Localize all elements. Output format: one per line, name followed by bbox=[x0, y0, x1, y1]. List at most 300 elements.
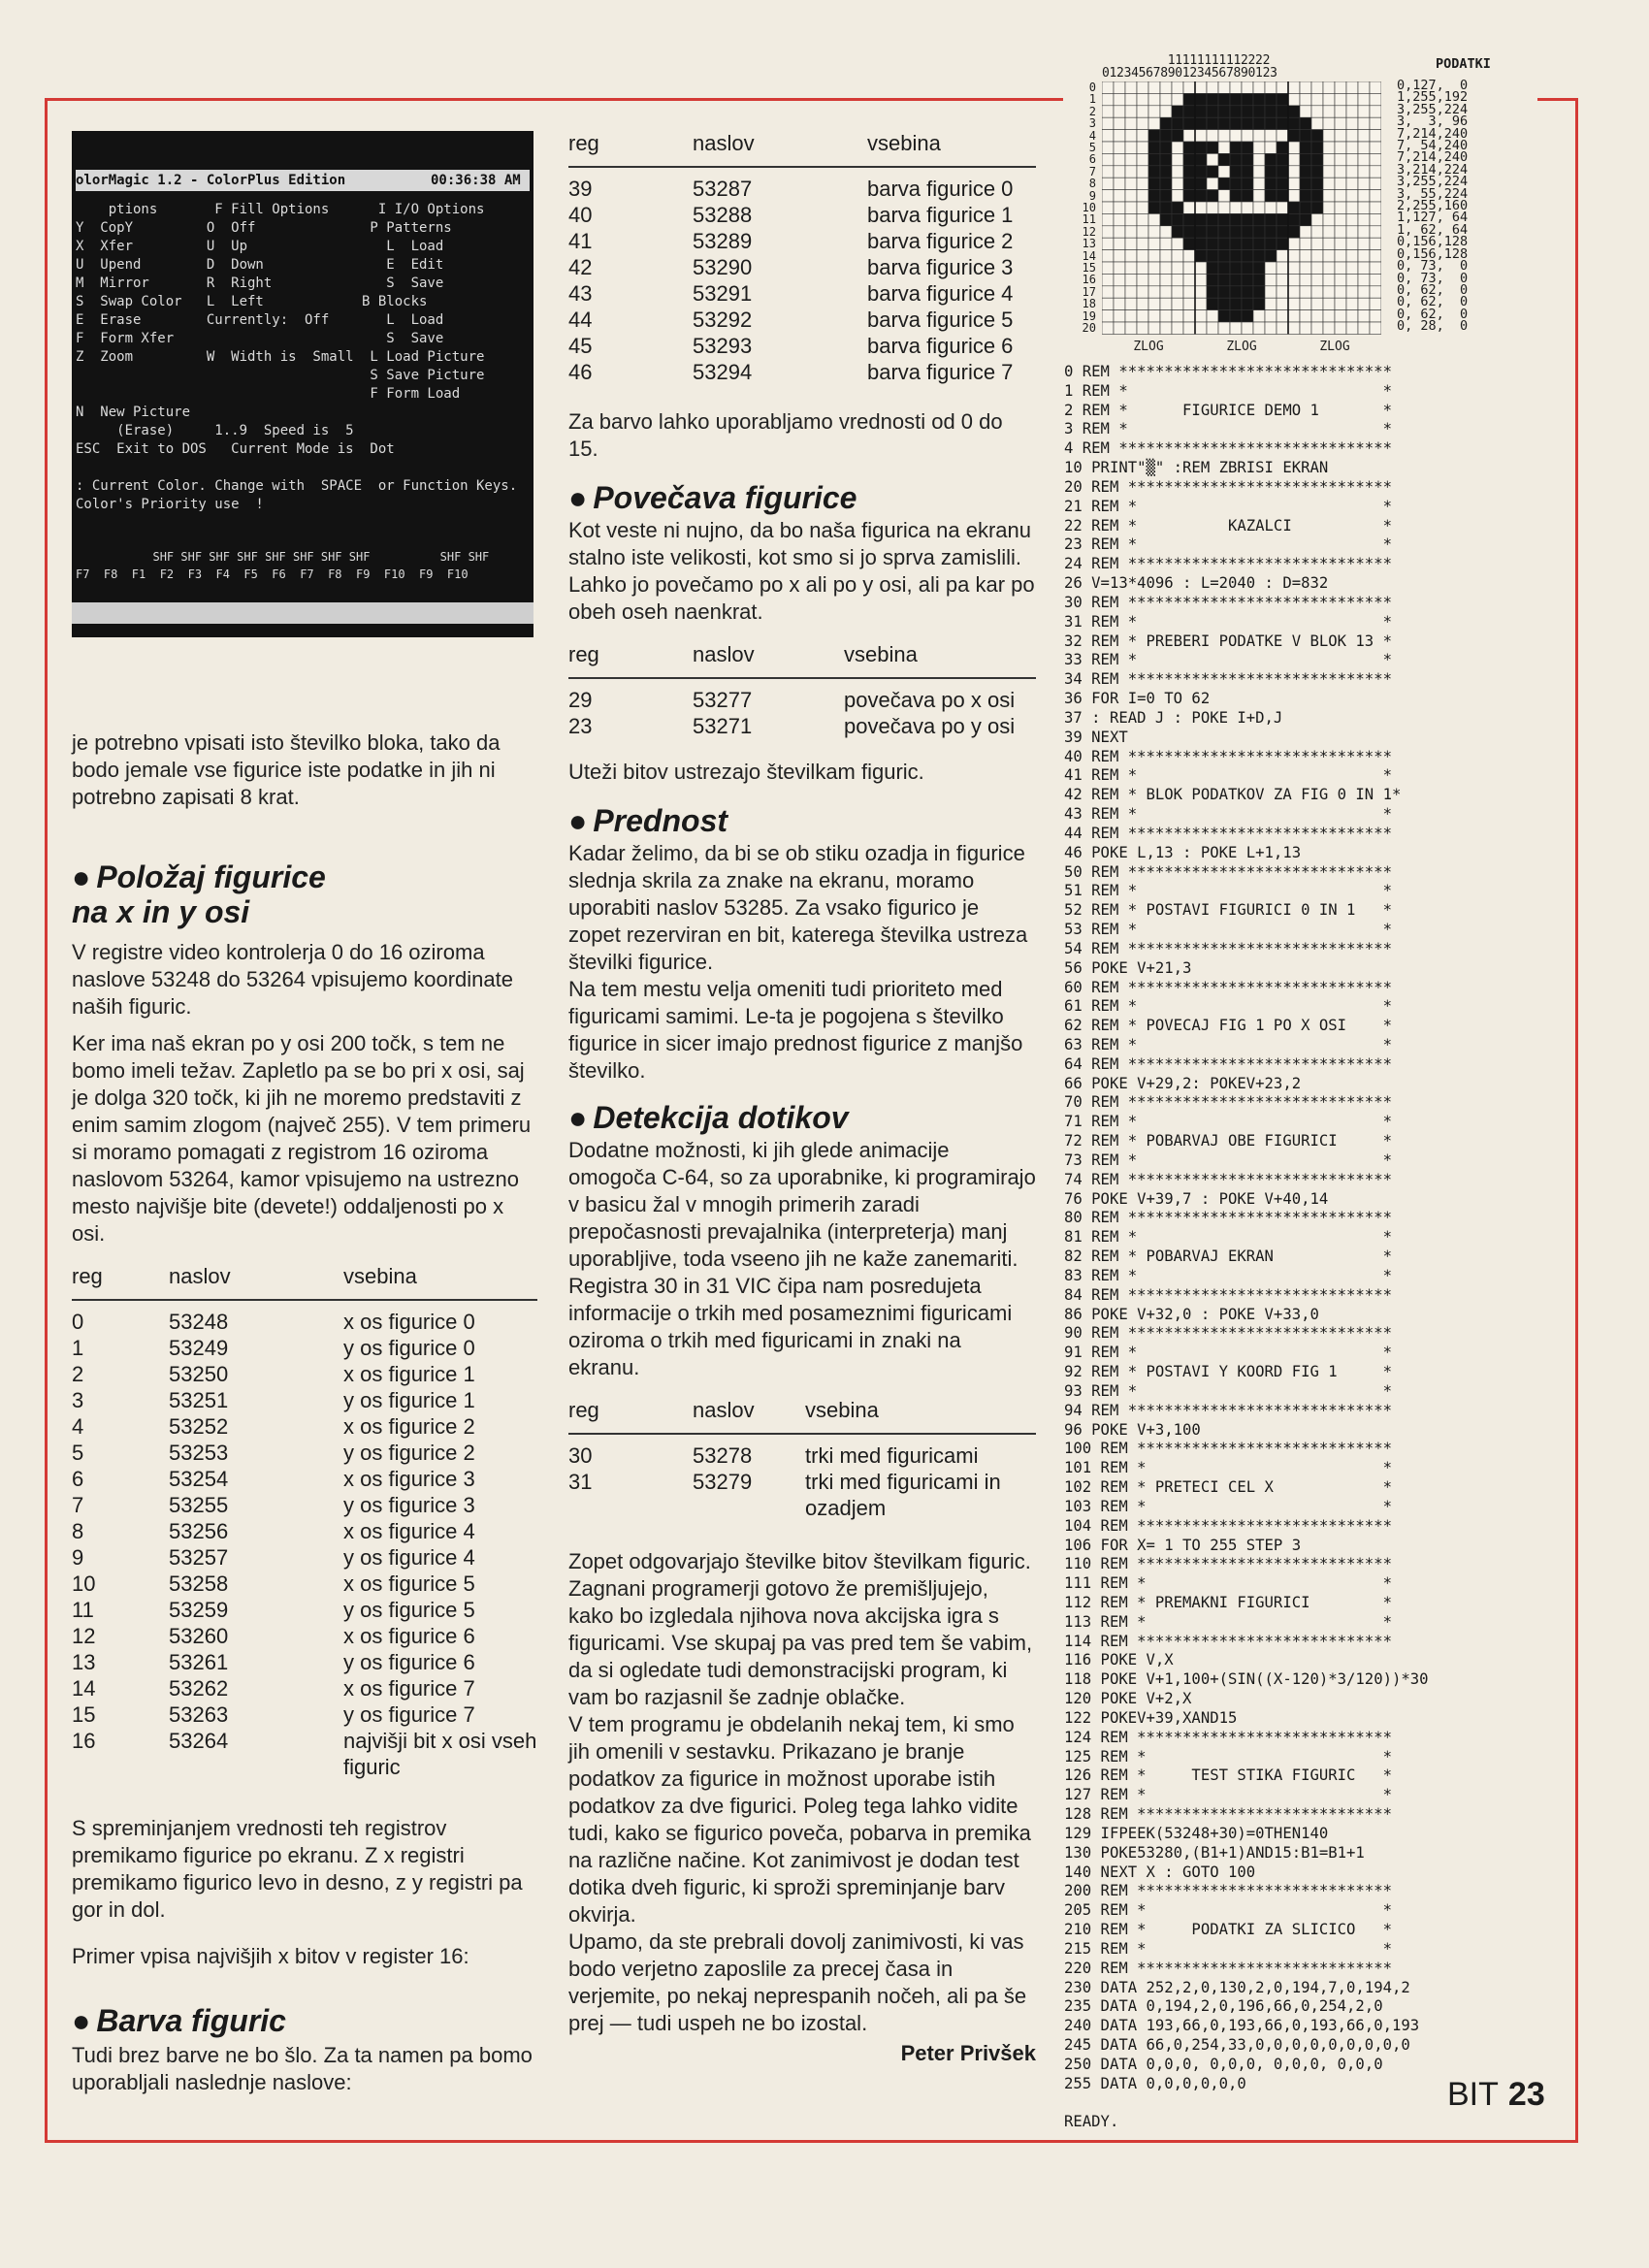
page-number: 23 bbox=[1507, 2076, 1545, 2113]
sprite-pixel bbox=[1323, 298, 1335, 309]
grid-row-number: 8 bbox=[1088, 177, 1096, 191]
screenshot-line: U Upend D Down E Edit bbox=[76, 257, 444, 273]
sprite-pixel bbox=[1242, 213, 1253, 225]
table-cell: y os figurice 4 bbox=[343, 1545, 475, 1570]
grid-row-number: 11 bbox=[1082, 212, 1096, 227]
end-paragraph-3: V tem programu je obdelanih nekaj tem, ki smo jih omenili v sestavku. Prikazano je branje podatkov za figurice in možnost uporabe istih podatkov za dve figurici. Poleg tega lahko vidite tudi, kako se figurico poveča, pobarva in premika na različne načine. Kot zanimivost je dodan test dotika dveh figuric, ki sproži spreminjanje barv okvirja. bbox=[568, 1712, 1031, 1927]
sprite-pixel bbox=[1335, 238, 1346, 249]
podatki-line: 3,255,224 bbox=[1397, 101, 1469, 117]
code-line: 4 REM ****************************** bbox=[1064, 439, 1392, 458]
sprite-pixel bbox=[1335, 202, 1346, 213]
sprite-pixel bbox=[1218, 106, 1230, 117]
sprite-pixel bbox=[1114, 93, 1125, 105]
table-cell: x os figurice 5 bbox=[343, 1571, 475, 1596]
sprite-pixel bbox=[1148, 286, 1160, 298]
table-cell: 12 bbox=[72, 1624, 96, 1648]
table-cell: y os figurice 6 bbox=[343, 1650, 475, 1674]
code-line: 20 REM ***************************** bbox=[1064, 477, 1392, 496]
sprite-pixel bbox=[1114, 153, 1125, 165]
sprite-pixel bbox=[1148, 153, 1160, 165]
grid-row-number: 6 bbox=[1088, 152, 1096, 167]
sprite-pixel bbox=[1311, 93, 1323, 105]
table-row bbox=[568, 202, 1036, 228]
sprite-pixel bbox=[1323, 238, 1335, 249]
table-row bbox=[568, 280, 1036, 307]
sprite-pixel bbox=[1137, 262, 1148, 274]
sprite-pixel bbox=[1207, 250, 1218, 262]
sprite-pixel bbox=[1253, 238, 1265, 249]
table-cell: y os figurice 3 bbox=[343, 1493, 475, 1517]
sprite-pixel bbox=[1311, 106, 1323, 117]
screenshot-line: : Current Color. Change with SPACE or Function Keys. bbox=[76, 478, 518, 494]
sprite-pixel bbox=[1358, 106, 1370, 117]
column-header: reg bbox=[568, 126, 693, 167]
collision-paragraph-1: Dodatne možnosti, ki jih glede animacije omogoča C-64, so za uporabnike, ki programirajo v basicu žal v mnogih primerih zaradi prepočasnosti prevajalnika (interpreterja) manj uporabljive, toda vseeno jih ne kaže zanemariti. bbox=[568, 1138, 1036, 1271]
sprite-pixel bbox=[1160, 117, 1172, 129]
podatki-line: 0, 62, 0 bbox=[1397, 281, 1469, 298]
sprite-pixel bbox=[1323, 117, 1335, 129]
sprite-pixel bbox=[1183, 226, 1195, 238]
sprite-pixel bbox=[1137, 213, 1148, 225]
code-line: 230 DATA 252,2,0,130,2,0,194,7,0,194,2 bbox=[1064, 1978, 1410, 1996]
sprite-pixel bbox=[1370, 106, 1381, 117]
code-line: 240 DATA 193,66,0,193,66,0,193,66,0,193 bbox=[1064, 2017, 1420, 2035]
sprite-grid bbox=[1102, 81, 1381, 336]
table-row bbox=[72, 1675, 537, 1701]
podatki-values bbox=[1397, 80, 1468, 333]
screenshot-line: M Mirror R Right S Save bbox=[76, 275, 444, 291]
sprite-pixel bbox=[1358, 310, 1370, 322]
screenshot-line: S Save Picture bbox=[76, 368, 485, 383]
sprite-pixel bbox=[1148, 81, 1160, 93]
screenshot-menu-lines bbox=[76, 201, 517, 514]
sprite-pixel bbox=[1218, 130, 1230, 142]
podatki-line: 3, 3, 96 bbox=[1397, 113, 1469, 130]
code-line: 114 REM **************************** bbox=[1064, 1632, 1392, 1650]
sprite-pixel bbox=[1265, 286, 1277, 298]
podatki-line: 0,156,128 bbox=[1397, 245, 1469, 262]
sprite-pixel bbox=[1230, 250, 1242, 262]
podatki-line: 0, 73, 0 bbox=[1397, 258, 1469, 275]
page-footer bbox=[1447, 2076, 1545, 2114]
sprite-pixel bbox=[1172, 213, 1183, 225]
table-cell: 6 bbox=[72, 1467, 84, 1491]
sprite-pixel bbox=[1114, 286, 1125, 298]
grid-row-number: 13 bbox=[1082, 237, 1096, 251]
sprite-pixel bbox=[1311, 81, 1323, 93]
sprite-pixel bbox=[1335, 142, 1346, 153]
sprite-pixel bbox=[1195, 142, 1207, 153]
table-cell: 53251 bbox=[169, 1388, 229, 1412]
sprite-pixel bbox=[1207, 81, 1218, 93]
code-line: 140 NEXT X : GOTO 100 bbox=[1064, 1863, 1256, 1881]
table-cell: 11 bbox=[72, 1598, 94, 1622]
sprite-pixel bbox=[1137, 238, 1148, 249]
sprite-pixel bbox=[1358, 190, 1370, 202]
code-line: 0 REM ****************************** bbox=[1064, 363, 1392, 380]
sprite-pixel bbox=[1242, 286, 1253, 298]
sprite-pixel bbox=[1300, 166, 1311, 178]
sprite-pixel bbox=[1370, 178, 1381, 189]
sprite-pixel bbox=[1230, 298, 1242, 309]
table-row bbox=[72, 1623, 537, 1649]
code-line: 34 REM ***************************** bbox=[1064, 670, 1392, 689]
sprite-pixel bbox=[1137, 250, 1148, 262]
table-cell: y os figurice 2 bbox=[343, 1441, 475, 1465]
code-line: 33 REM * * bbox=[1064, 651, 1392, 669]
sprite-pixel bbox=[1172, 93, 1183, 105]
sprite-pixel bbox=[1148, 274, 1160, 285]
table-row bbox=[568, 167, 1036, 202]
sprite-pixel bbox=[1311, 298, 1323, 309]
podatki-line: 0,156,128 bbox=[1397, 234, 1469, 250]
sprite-pixel bbox=[1230, 226, 1242, 238]
code-line: 62 REM * POVECAJ FIG 1 PO X OSI * bbox=[1064, 1017, 1392, 1035]
sprite-pixel bbox=[1218, 81, 1230, 93]
sprite-pixel bbox=[1114, 238, 1125, 249]
sprite-pixel bbox=[1102, 262, 1114, 274]
table-cell: barva figurice 4 bbox=[867, 281, 1014, 306]
column-header: reg bbox=[72, 1259, 169, 1300]
sprite-pixel bbox=[1323, 250, 1335, 262]
screenshot-fkeys: F7 F8 F1 F2 F3 F4 F5 F6 F7 F8 F9 F10 F9 F10 bbox=[76, 567, 469, 581]
sprite-pixel bbox=[1277, 178, 1288, 189]
sprite-pixel bbox=[1335, 213, 1346, 225]
sprite-pixel bbox=[1265, 202, 1277, 213]
sprite-pixel bbox=[1160, 153, 1172, 165]
table-cell: povečava po y osi bbox=[844, 714, 1016, 738]
sprite-pixel bbox=[1323, 81, 1335, 93]
screenshot-line: F Form Xfer S Save bbox=[76, 331, 444, 346]
sprite-pixel bbox=[1102, 202, 1114, 213]
sprite-pixel bbox=[1300, 298, 1311, 309]
screenshot-line bbox=[76, 459, 517, 477]
code-line: 94 REM ***************************** bbox=[1064, 1401, 1392, 1419]
sprite-pixel bbox=[1358, 93, 1370, 105]
grid-row-number: 10 bbox=[1082, 201, 1096, 214]
zoom-register-table bbox=[568, 637, 1036, 739]
grid-row-number: 20 bbox=[1082, 321, 1096, 335]
sprite-pixel bbox=[1253, 106, 1265, 117]
sprite-pixel bbox=[1160, 238, 1172, 249]
sprite-pixel bbox=[1253, 178, 1265, 189]
sprite-pixel bbox=[1183, 286, 1195, 298]
sprite-pixel bbox=[1346, 178, 1358, 189]
sprite-pixel bbox=[1137, 202, 1148, 213]
sprite-pixel bbox=[1277, 166, 1288, 178]
sprite-pixel bbox=[1346, 226, 1358, 238]
sprite-pixel bbox=[1207, 213, 1218, 225]
sprite-pixel bbox=[1300, 226, 1311, 238]
grid-row-number: 3 bbox=[1088, 116, 1096, 131]
table-cell: 31 bbox=[568, 1470, 593, 1494]
sprite-pixel bbox=[1288, 298, 1300, 309]
code-line: 46 POKE L,13 : POKE L+1,13 bbox=[1064, 843, 1302, 861]
sprite-pixel bbox=[1265, 166, 1277, 178]
sprite-pixel bbox=[1207, 93, 1218, 105]
table-cell: 53258 bbox=[169, 1571, 229, 1596]
sprite-pixel bbox=[1323, 310, 1335, 322]
sprite-pixel bbox=[1207, 226, 1218, 238]
sprite-pixel bbox=[1230, 166, 1242, 178]
code-line: 118 POKE V+1,100+(SIN((X-120)*3/120))*30 bbox=[1064, 1670, 1429, 1689]
sprite-pixel bbox=[1277, 310, 1288, 322]
sprite-pixel bbox=[1195, 226, 1207, 238]
sprite-pixel bbox=[1102, 153, 1114, 165]
code-line: 255 DATA 0,0,0,0,0,0 bbox=[1064, 2074, 1246, 2092]
sprite-pixel bbox=[1300, 81, 1311, 93]
sprite-pixel bbox=[1300, 178, 1311, 189]
table-cell: 53249 bbox=[169, 1336, 229, 1360]
column-header: vsebina bbox=[343, 1259, 537, 1300]
sprite-pixel bbox=[1207, 106, 1218, 117]
code-line: 81 REM * * bbox=[1064, 1228, 1392, 1247]
sprite-pixel bbox=[1242, 202, 1253, 213]
code-line: 126 REM * TEST STIKA FIGURIC * bbox=[1064, 1766, 1392, 1785]
code-line: 245 DATA 66,0,254,33,0,0,0,0,0,0,0,0,0 bbox=[1064, 2036, 1410, 2055]
table-row bbox=[72, 1544, 537, 1571]
podatki-line: 0, 62, 0 bbox=[1397, 294, 1469, 310]
sprite-pixel bbox=[1195, 238, 1207, 249]
sprite-pixel bbox=[1265, 190, 1277, 202]
sprite-pixel bbox=[1265, 106, 1277, 117]
sprite-pixel bbox=[1253, 213, 1265, 225]
code-line: 72 REM * POBARVAJ OBE FIGURICI * bbox=[1064, 1132, 1392, 1150]
end-paragraph-4: Upamo, da ste prebrali dovolj zanimivosti, ki vas bodo verjetno zaposlile za precej časa in verjemite, po nekaj neprespanih nočeh, ali pa še prej — tudi uspeh ne bo izostal. bbox=[568, 1929, 1027, 2035]
column-header: vsebina bbox=[805, 1393, 1036, 1434]
program-screenshot bbox=[72, 131, 534, 637]
table-row bbox=[72, 1361, 537, 1387]
sprite-pixel bbox=[1265, 178, 1277, 189]
code-line: 71 REM * * bbox=[1064, 1113, 1392, 1131]
sprite-pixel bbox=[1370, 153, 1381, 165]
table-row bbox=[72, 1300, 537, 1335]
sprite-pixel bbox=[1277, 106, 1288, 117]
sprite-pixel bbox=[1160, 274, 1172, 285]
code-line: 21 REM * * bbox=[1064, 497, 1392, 515]
screenshot-line: S Swap Color L Left B Blocks bbox=[76, 294, 428, 309]
after-table-paragraph-2: Primer vpisa najvišjih x bitov v register 16: bbox=[72, 1944, 469, 1968]
table-row bbox=[72, 1701, 537, 1728]
sprite-pixel bbox=[1242, 93, 1253, 105]
column-header: reg bbox=[568, 637, 693, 678]
sprite-pixel bbox=[1277, 202, 1288, 213]
sprite-pixel bbox=[1323, 226, 1335, 238]
sprite-pixel bbox=[1148, 117, 1160, 129]
sprite-pixel bbox=[1253, 93, 1265, 105]
grid-row-number: 4 bbox=[1088, 128, 1096, 143]
code-line: 37 : READ J : POKE I+D,J bbox=[1064, 708, 1283, 727]
code-line: 125 REM * * bbox=[1064, 1747, 1392, 1766]
screenshot-line: X Xfer U Up L Load bbox=[76, 239, 444, 254]
sprite-pixel bbox=[1218, 274, 1230, 285]
sprite-pixel bbox=[1311, 226, 1323, 238]
sprite-pixel bbox=[1218, 322, 1230, 334]
sprite-pixel bbox=[1137, 153, 1148, 165]
frame-left-line bbox=[45, 98, 48, 2143]
sprite-pixel bbox=[1230, 142, 1242, 153]
screenshot-line: F Form Load bbox=[76, 386, 461, 402]
sprite-pixel bbox=[1172, 190, 1183, 202]
sprite-pixel bbox=[1125, 238, 1137, 249]
sprite-pixel bbox=[1218, 202, 1230, 213]
screenshot-line: Y CopY O Off P Patterns bbox=[76, 220, 452, 236]
sprite-pixel bbox=[1125, 130, 1137, 142]
sprite-pixel bbox=[1195, 262, 1207, 274]
position-paragraph-2: Ker ima naš ekran po y osi 200 točk, s tem ne bomo imeli težav. Zapletlo pa se bo pri x osi, saj je dolga 320 točk, ki jih ne moremo predstaviti z enim samim zlogom (največ 255). V tem primeru si moramo pomagati z registrom 16 oziroma naslovom 53264, kamor vpisujemo na ustrezno mesto najvišje bite (devete!) oddaljenosti po x osi. bbox=[72, 1031, 532, 1246]
podatki-line: 7, 54,240 bbox=[1397, 138, 1469, 154]
sprite-pixel bbox=[1335, 153, 1346, 165]
code-line: 215 REM * * bbox=[1064, 1939, 1392, 1958]
sprite-pixel bbox=[1358, 81, 1370, 93]
podatki-line: 1, 62, 64 bbox=[1397, 221, 1469, 238]
sprite-pixel bbox=[1195, 106, 1207, 117]
sprite-pixel bbox=[1265, 274, 1277, 285]
code-line: 66 POKE V+29,2: POKEV+23,2 bbox=[1064, 1074, 1302, 1092]
sprite-pixel bbox=[1370, 322, 1381, 334]
after-table-paragraph-1: S spreminjanjem vrednosti teh registrov premikamo figurice po ekranu. Z x registri premikamo figurico levo in desno, z y registri pa gor in dol. bbox=[72, 1816, 523, 1922]
table-cell: 4 bbox=[72, 1414, 84, 1439]
sprite-pixel bbox=[1370, 298, 1381, 309]
sprite-pixel bbox=[1253, 142, 1265, 153]
sprite-pixel bbox=[1300, 262, 1311, 274]
table-cell: trki med figuricami bbox=[805, 1443, 979, 1468]
sprite-pixel bbox=[1253, 130, 1265, 142]
table-row bbox=[568, 359, 1036, 385]
code-line: 101 REM * * bbox=[1064, 1459, 1392, 1477]
table-row bbox=[72, 1387, 537, 1413]
sprite-pixel bbox=[1207, 166, 1218, 178]
sprite-pixel bbox=[1195, 286, 1207, 298]
sprite-pixel bbox=[1335, 106, 1346, 117]
sprite-pixel bbox=[1277, 322, 1288, 334]
sprite-pixel bbox=[1125, 310, 1137, 322]
screenshot-fkey-bar bbox=[72, 602, 534, 624]
sprite-pixel bbox=[1323, 153, 1335, 165]
sprite-pixel bbox=[1137, 178, 1148, 189]
sprite-pixel bbox=[1102, 93, 1114, 105]
sprite-pixel bbox=[1125, 81, 1137, 93]
priority-paragraph-1: Kadar želimo, da bi se ob stiku ozadja in figurice slednja skrila za znake na ekranu, moramo uporabiti naslov 53285. Za vsako figurico je zopet rezerviran en bit, katerega številka ustreza številki figurice. bbox=[568, 841, 1028, 974]
sprite-pixel bbox=[1102, 190, 1114, 202]
sprite-pixel bbox=[1288, 93, 1300, 105]
grid-row-number: 14 bbox=[1082, 248, 1096, 263]
table-cell: y os figurice 0 bbox=[343, 1336, 475, 1360]
sprite-pixel bbox=[1195, 298, 1207, 309]
sprite-pixel bbox=[1370, 166, 1381, 178]
sprite-pixel bbox=[1114, 213, 1125, 225]
sprite-pixel bbox=[1148, 166, 1160, 178]
sprite-pixel bbox=[1137, 93, 1148, 105]
sprite-pixel bbox=[1195, 213, 1207, 225]
sprite-pixel bbox=[1346, 130, 1358, 142]
sprite-pixel bbox=[1265, 130, 1277, 142]
table-cell: 53291 bbox=[693, 281, 753, 306]
sprite-pixel bbox=[1230, 286, 1242, 298]
sprite-pixel bbox=[1265, 322, 1277, 334]
table-cell: 5 bbox=[72, 1441, 84, 1465]
grid-row-number: 16 bbox=[1082, 273, 1096, 287]
sprite-pixel bbox=[1160, 322, 1172, 334]
code-line: 23 REM * * bbox=[1064, 535, 1392, 554]
sprite-pixel bbox=[1195, 322, 1207, 334]
podatki-line: 1,255,192 bbox=[1397, 89, 1469, 106]
sprite-pixel bbox=[1253, 166, 1265, 178]
sprite-pixel bbox=[1172, 106, 1183, 117]
sprite-pixel bbox=[1183, 190, 1195, 202]
sprite-pixel bbox=[1207, 310, 1218, 322]
sprite-pixel bbox=[1277, 226, 1288, 238]
column-header: naslov bbox=[693, 1393, 805, 1434]
sprite-pixel bbox=[1242, 81, 1253, 93]
sprite-pixel bbox=[1218, 250, 1230, 262]
sprite-pixel bbox=[1253, 153, 1265, 165]
grid-row-number: 5 bbox=[1088, 141, 1096, 154]
sprite-pixel bbox=[1148, 262, 1160, 274]
code-line: 51 REM * * bbox=[1064, 882, 1392, 900]
sprite-pixel bbox=[1183, 213, 1195, 225]
sprite-pixel bbox=[1102, 106, 1114, 117]
sprite-pixel bbox=[1160, 93, 1172, 105]
sprite-pixel bbox=[1137, 106, 1148, 117]
sprite-pixel bbox=[1358, 226, 1370, 238]
collision-register-table bbox=[568, 1393, 1036, 1521]
podatki-line: 0, 73, 0 bbox=[1397, 270, 1469, 286]
sprite-pixel bbox=[1102, 81, 1114, 93]
sprite-pixel bbox=[1242, 106, 1253, 117]
code-line: 39 NEXT bbox=[1064, 728, 1128, 746]
code-line: 63 REM * * bbox=[1064, 1035, 1392, 1053]
table-cell: x os figurice 4 bbox=[343, 1519, 475, 1543]
podatki-line: 3,214,224 bbox=[1397, 161, 1469, 178]
sprite-pixel bbox=[1183, 202, 1195, 213]
screenshot-time: 00:36:38 AM bbox=[431, 173, 521, 188]
sprite-pixel bbox=[1335, 322, 1346, 334]
sprite-pixel bbox=[1195, 310, 1207, 322]
sprite-pixel bbox=[1277, 93, 1288, 105]
sprite-pixel bbox=[1277, 153, 1288, 165]
sprite-pixel bbox=[1335, 226, 1346, 238]
sprite-pixel bbox=[1125, 298, 1137, 309]
sprite-pixel bbox=[1230, 310, 1242, 322]
sprite-pixel bbox=[1218, 310, 1230, 322]
table-cell: 53277 bbox=[693, 688, 753, 712]
sprite-pixel bbox=[1311, 117, 1323, 129]
code-line: 56 POKE V+21,3 bbox=[1064, 958, 1192, 977]
table-cell: barva figurice 2 bbox=[867, 229, 1014, 253]
priority-paragraph-2: Na tem mestu velja omeniti tudi prioriteto med figuricami samimi. Le-ta je pogojena s številko figurice in sicer imajo prednost figurice z manjšo številko. bbox=[568, 977, 1023, 1083]
table-cell: 53257 bbox=[169, 1545, 229, 1570]
sprite-pixel bbox=[1311, 166, 1323, 178]
table-cell: barva figurice 3 bbox=[867, 255, 1014, 279]
podatki-line: 0, 28, 0 bbox=[1397, 318, 1469, 335]
sprite-pixel bbox=[1346, 93, 1358, 105]
sprite-pixel bbox=[1137, 310, 1148, 322]
sprite-pixel bbox=[1160, 178, 1172, 189]
table-cell: 9 bbox=[72, 1545, 84, 1570]
sprite-pixel bbox=[1102, 117, 1114, 129]
sprite-pixel bbox=[1277, 238, 1288, 249]
sprite-pixel bbox=[1114, 298, 1125, 309]
code-line: 40 REM ***************************** bbox=[1064, 747, 1392, 765]
screenshot-line: Color's Priority use ! bbox=[76, 497, 264, 512]
sprite-pixel bbox=[1114, 106, 1125, 117]
zlog-labels bbox=[1102, 340, 1381, 355]
sprite-pixel bbox=[1183, 298, 1195, 309]
color-paragraph: Tudi brez barve ne bo šlo. Za ta namen pa bomo uporabljali naslednje naslove: bbox=[72, 2043, 533, 2094]
sprite-pixel bbox=[1265, 226, 1277, 238]
table-cell: 44 bbox=[568, 308, 593, 332]
